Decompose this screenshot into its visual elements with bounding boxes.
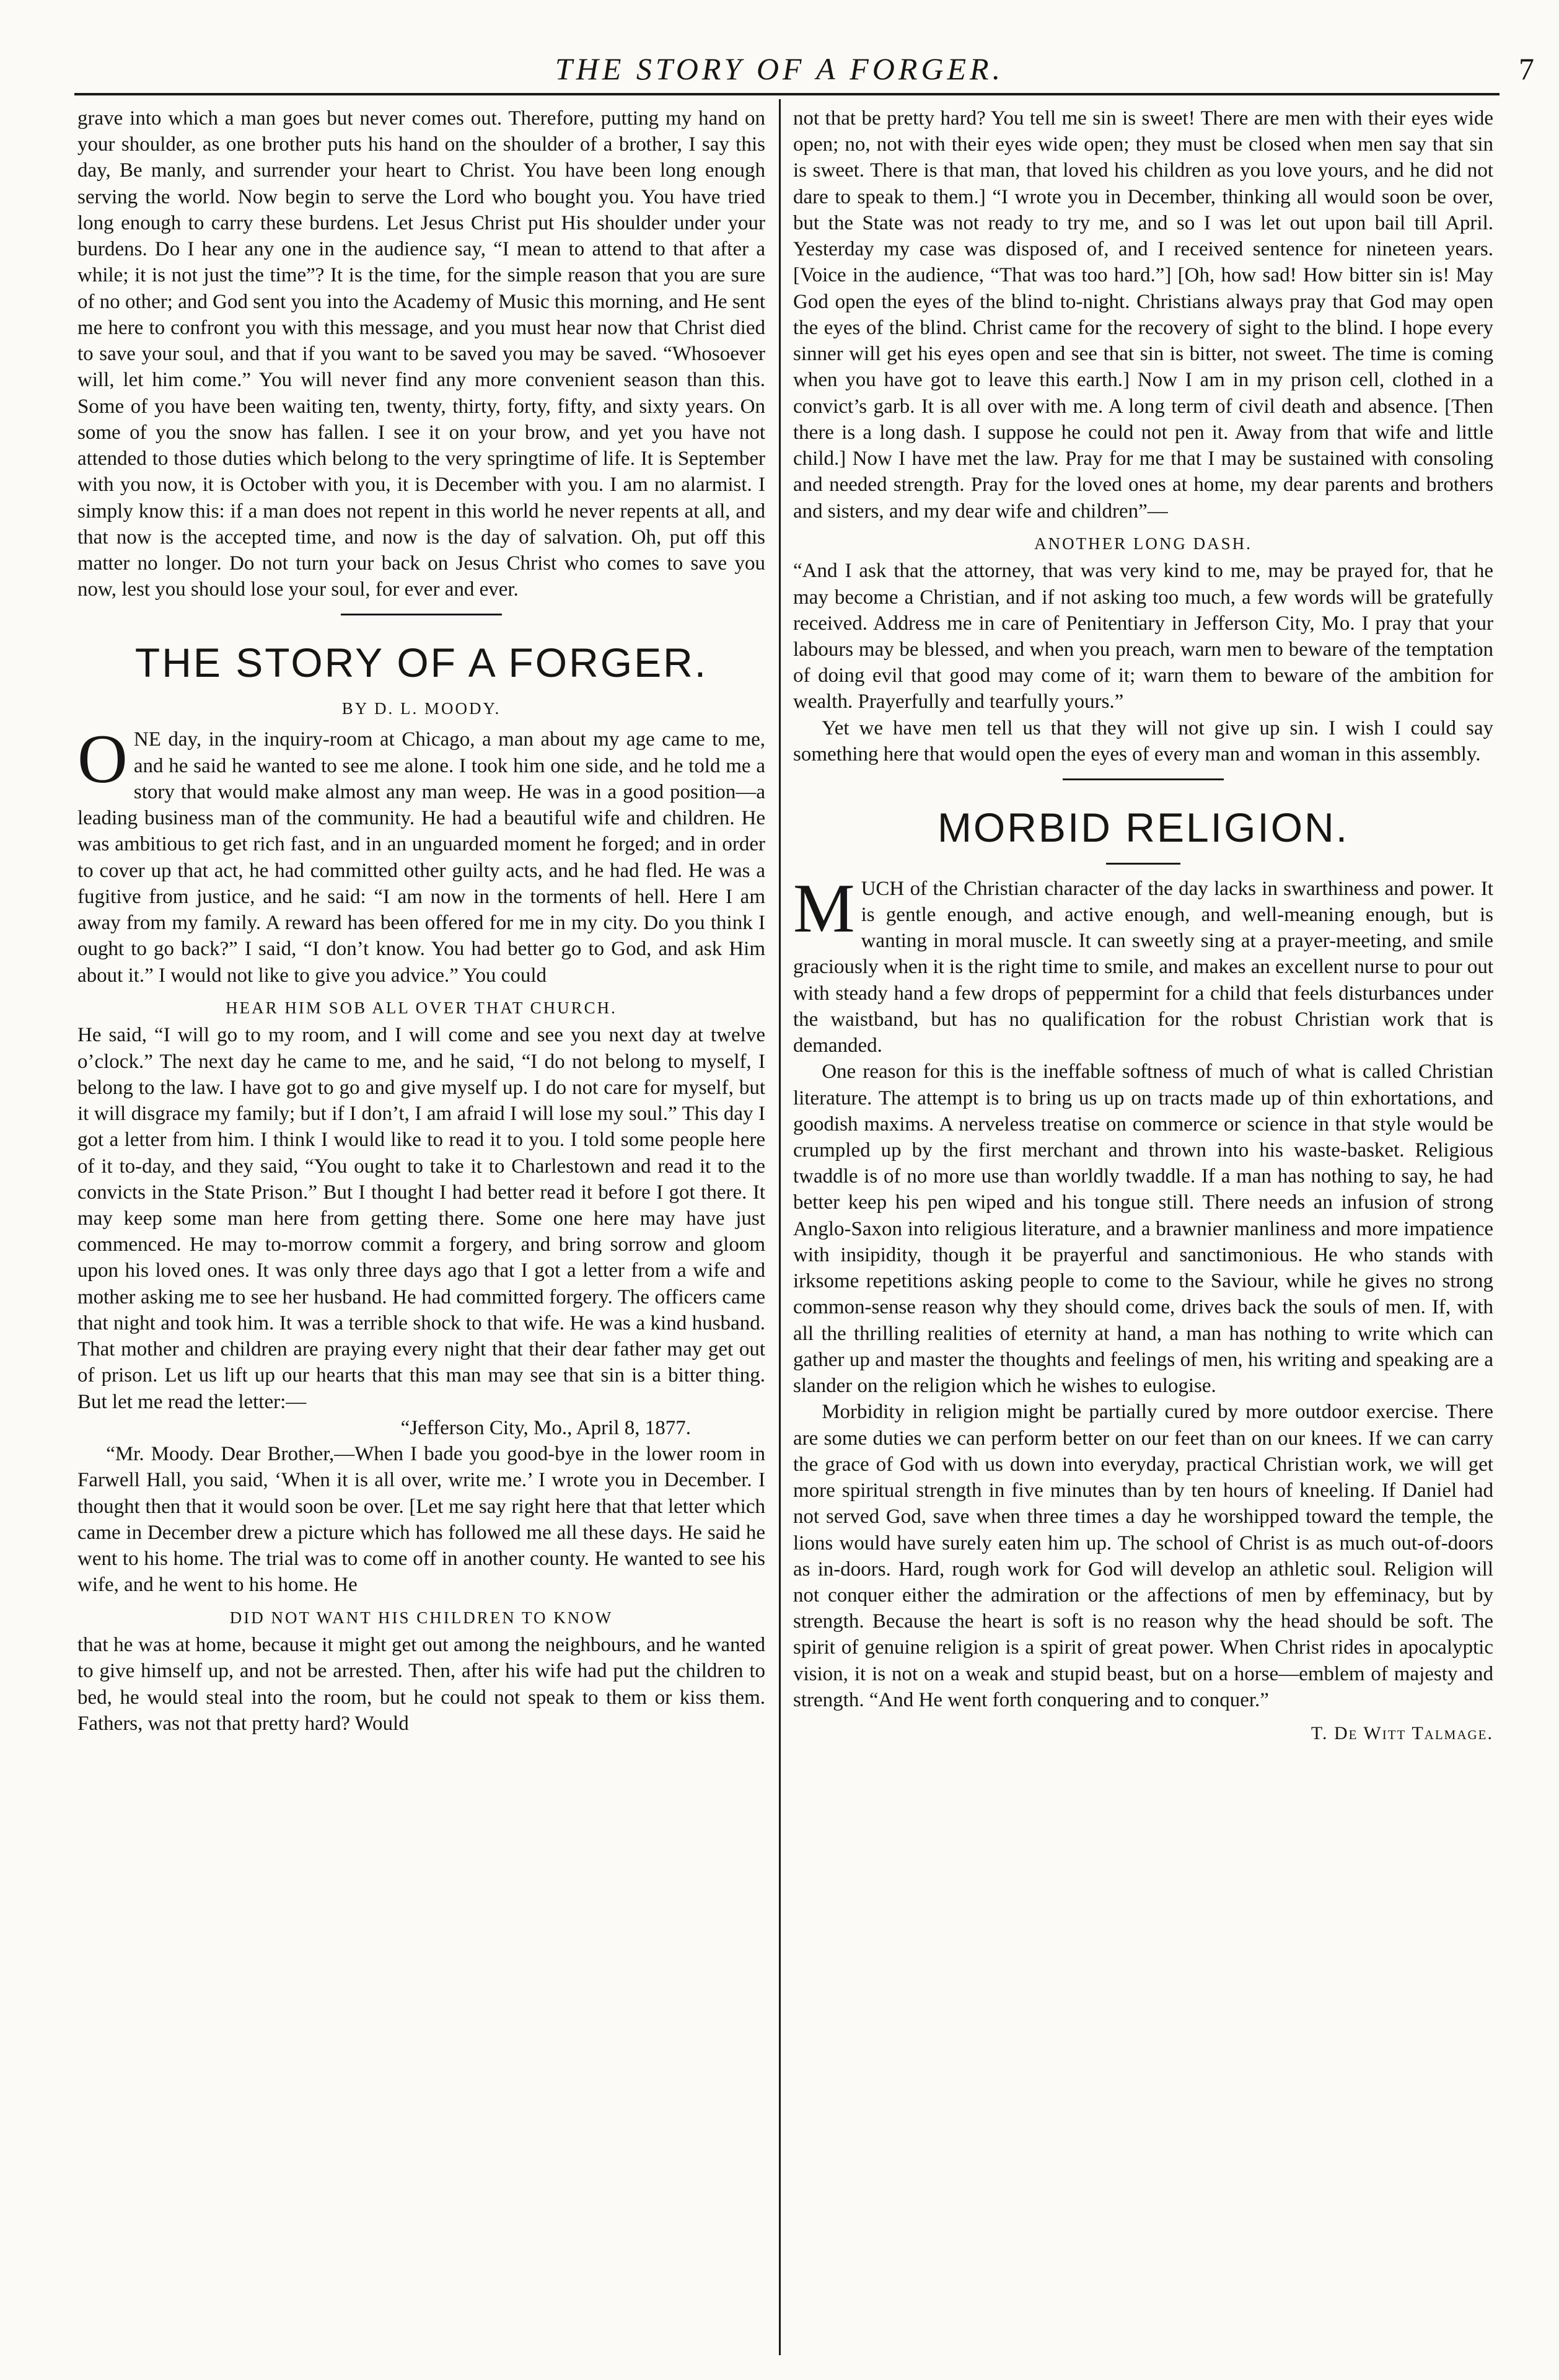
header-rule (74, 93, 1500, 95)
paragraph (77, 721, 765, 988)
paragraph: “And I ask that the attorney, that was very kind to me, may be prayed for, that he may become a Christian, and if not asking too much, a few words will be gratefully received. Address me in care of Penitentiary in Jefferson City, Mo. I pray that your labours may be blessed, and when you preach, warn men to beware of the temptation of doing evil that good may come of it; warn them to beware of the ambition for wealth. Prayerfully and tearfully yours.” (793, 560, 1493, 713)
paragraph: One reason for this is the ineffable softness of much of what is called Christian literature. The attempt is to bring us up on tracts made up of thin exhortations, and goodish maxims. A nerveless treatise on commerce or science in that style would be crumpled up by the first merchant and thrown into his waste-basket. Religious twaddle is of no more use than worldly twaddle. If a man has nothing to say, he had better keep his pen wiped and his tongue still. There needs an infusion of strong Anglo-Saxon into religious literature, and a brawnier manliness and more impatience with insipidity, though it be prayerful and sanctimonious. He who stands with irksome repetitions asking people to come to the Saviour, while he gives no strong common-sense reason why they should come, drives back the souls of men. If, with all the thrilling realities of eternity at hand, a man has nothing to write which can gather up and master the thoughts and feelings of men, his writing and speaking are a slander on the religion which he wishes to eulogise. (793, 1060, 1493, 1398)
paragraph: He said, “I will go to my room, and I will come and see you next day at twelve o’clock.” The next day he came to me, and he said, “I do not belong to myself, I belong to the law. I have got to go and give myself up. I do not care for myself, but it will disgrace my family; but if I don’t, I am afraid I will lose my soul.” This day I got a letter from him. I think I would like to read it to you. I told some people here of it to-day, and they said, “You ought to take it to Charlestown and read it to the convicts in the State Prison.” But I thought I had better read it before I got there. It may keep some man here from getting there. Some one here may have just commenced. He may to-morrow commit a forgery, and bring sorrow and gloom upon his loved ones. It was only three days ago that I got a letter from a wife and mother asking me to see her husband. He had committed forgery. The officers came that night and took him. It was a terrible shock to that wife. He was a kind husband. That mother and children are praying every night that their dear father may get out of prison. Let us lift up our hearts that this man may see that sin is a bitter thing. But let me read the letter:— (77, 1024, 765, 1413)
page-number: 7 (1519, 51, 1534, 86)
paragraph: that he was at home, because it might get out among the neighbours, and he wanted to give himself up, and not be arrested. Then, after his wife had put the children to bed, he would steal into the room, but he could not speak to them or kiss them. Fathers, was not that pretty hard? Would (77, 1634, 765, 1735)
running-title: THE STORY OF A FORGER. (555, 51, 1004, 86)
paragraph: not that be pretty hard? You tell me sin is sweet! There are men with their eyes wide open; no, not with their eyes wide open; they must be closed when men say that sin is sweet. There is that man, that loved his children as you love yours, and he did not dare to speak to them.] “I wrote you in December, thinking all would soon be over, but the State was not ready to try me, and so I was let out upon bail till April. Yesterday my case was disposed of, and I received sentence for nineteen years. [Voice in the audience, “That was too hard.”] [Oh, how sad! How bitter sin is! May God open the eyes of the blind to-night. Christians always pray that God may open the eyes of the blind. Christ came for the recovery of sight to the blind. I hope every sinner will get his eyes open and see that sin is bitter, not sweet. The time is coming when you have got to leave this earth.] Now I am in my prison cell, clothed in a convict’s garb. It is all over with me. A long term of civil death and absence. [Then there is a long dash. I suppose he could not pen it. Away from that wife and little child.] Now I have met the law. Pray for me that I may be sustained with consoling and needed strength. Pray for the loved ones at home, my dear parents and brothers and sisters, and my dear wife and children”— (793, 107, 1493, 522)
paragraph: Morbidity in religion might be partially cured by more outdoor exercise. There are some duties we can perform better on our feet than on our knees. If we can carry the grace of God with us down into everyday, practical Christian work, we will get more spiritual strength in five minutes than by ten hours of kneeling. If Daniel had not served God, save when three times a day he worshipped toward the temple, the lions would have surely eaten him up. The school of Christ is as much out-of-doors as in-doors. Hard, rough work for God will develop an athletic soul. Religion will not conquer either the admiration or the affections of men by effeminacy, but by strength. Because the heart is soft is no reason why the head should be soft. The spirit of genuine religion is a spirit of great power. When Christ rides in apocalyptic vision, it is not on a weak and stupid beast, but on a horse—emblem of majesty and strength. “And He went forth conquering and to conquer.” (793, 1401, 1493, 1711)
right-column (793, 105, 1493, 2349)
subheading: ANOTHER LONG DASH. (1034, 534, 1252, 553)
subheading: HEAR HIM SOB ALL OVER THAT CHURCH. (226, 998, 617, 1017)
drop-cap: M (793, 870, 855, 947)
article-title-morbid: MORBID RELIGION. (937, 804, 1350, 851)
title-underline (1106, 863, 1180, 865)
subheading: DID NOT WANT HIS CHILDREN TO KNOW (229, 1608, 613, 1627)
author-signature: T. De Witt Talmage. (1311, 1723, 1493, 1744)
drop-cap: O (77, 721, 128, 798)
letter-dateline: “Jefferson City, Mo., April 8, 1877. (400, 1416, 691, 1439)
paragraph-text: UCH of the Christian character of the day lacks in swarthiness and power. It is gentle enough, and active enough, and well-meaning enough, but is wanting in moral muscle. It can sweetly sing at a prayer-meeting, and smile graciously when it is the right time to smile, and makes an excellent nurse to pour out with steady hand a few drops of peppermint for a child that feels disturbances under the waistband, but has no qualification for the robust Christian work that is demanded. (793, 877, 1493, 1057)
running-head (0, 48, 1559, 92)
section-divider (1063, 778, 1224, 780)
byline: BY D. L. MOODY. (341, 699, 501, 718)
continued-paragraph: grave into which a man goes but never comes out. Therefore, putting my hand on your shoulder, as one brother puts his hand on the shoulder of a brother, I say this day, Be manly, and surrender your heart to Christ. You have been long enough serving the world. Now begin to serve the Lord who bought you. You have tried long enough to carry these burdens. Let Jesus Christ put His shoulder under your burdens. Do I hear any one in the audience say, “I mean to attend to that after a while; it is not just the time”? It is the time, for the simple reason that you are sure of no other; and God sent you into the Academy of Music this morning, and He sent me here to confront you with this message, and you must hear now that Christ died to save your soul, and that if you want to be saved you may be saved. “Whosoever will, let him come.” You will never find any more convenient season than this. Some of you have been waiting ten, twenty, thirty, forty, fifty, and sixty years. On some of you the snow has fallen. I see it on your brow, and yet you have not attended to those duties which belong to the very springtime of life. It is September with you now, it is October with you, it is December with you. I am no alarmist. I simply know this: if a man does not repent in this world he never repents at all, and that now is the accepted time, and now is the day of salvation. Oh, put off this matter no longer. Do not turn your back on Jesus Christ who comes to save you now, lest you should lose your soul, for ever and ever. (77, 107, 765, 601)
left-column (77, 105, 765, 2349)
column-divider (779, 99, 781, 2355)
paragraph: Yet we have men tell us that they will not give up sin. I wish I could say something here that would open the eyes of every man and woman in this assembly. (793, 716, 1493, 765)
article-title-forger: THE STORY OF A FORGER. (134, 640, 708, 686)
paragraph: “Mr. Moody. Dear Brother,—When I bade you good-bye in the lower room in Farwell Hall, you said, ‘When it is all over, write me.’ I wrote you in December. I thought then that it would soon be over. [Let me say right here that that letter which came in December drew a picture which has followed me all these days. He said he went to his home. The trial was to come off in another county. He wanted to see his wife, and he went to his home. He (77, 1443, 765, 1597)
paragraph-text: NE day, in the inquiry-room at Chicago, a man about my age came to me, and he said he wanted to see me alone. I took him one side, and he told me a story that would make almost any man weep. He was in a good position—a leading business man of the community. He had a beautiful wife and children. He was ambitious to get rich fast, and in an unguarded moment he forged; and in order to cover up that act, he had committed other guilty acts, and he had fled. He was a fugitive from justice, and he said: “I am now in the torments of hell. Here I am away from my family. A reward has been offered for me in my city. Do you think I ought to go back?” I said, “I don’t know. You had better go to God, and ask Him about it.” I would not like to give you advice.” You could (77, 728, 765, 987)
paragraph (793, 870, 1493, 1059)
section-divider (341, 614, 502, 615)
